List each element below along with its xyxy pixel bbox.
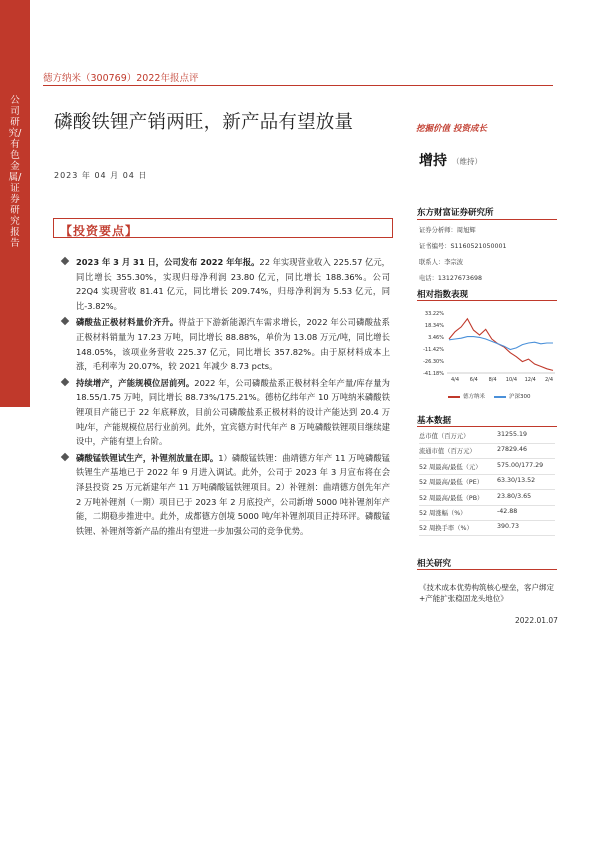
bullet-item <box>62 376 390 449</box>
diamond-bullet-icon <box>61 317 69 325</box>
legend-swatch <box>448 396 460 398</box>
row-value: 31255.19 <box>497 431 528 438</box>
y-tick-label: 18.34% <box>424 323 444 329</box>
table-row <box>419 493 555 508</box>
contact-label: 联系人： <box>419 259 445 266</box>
bullet-body: 22 年实现营业收入 225.57 亿元，同比增长 355.30%，实现归母净利润 23.80 亿元，同比增长 188.36%。公司 22Q4 实现营收 81.41 亿元，同比增长 209.74%，归母净利润为 5.53 亿元，同比-3.82%。 <box>76 257 390 311</box>
diamond-bullet-icon <box>61 257 69 265</box>
contact-line <box>419 257 463 266</box>
row-divider <box>419 505 555 506</box>
row-divider <box>419 520 555 521</box>
analyst-name: 周旭辉 <box>456 227 476 234</box>
row-divider <box>419 489 555 490</box>
row-label: 流通市值（百万元） <box>419 448 476 455</box>
related-report-link[interactable]: 《技术成本优势构筑核心壁垒，客户绑定+产能扩张稳固龙头地位》 <box>419 583 554 603</box>
basic-section-title: 基本数据 <box>417 416 452 426</box>
chart-svg <box>417 305 557 390</box>
header-rule <box>43 85 553 86</box>
y-tick-label: -41.18% <box>423 371 444 377</box>
basic-rule <box>417 426 557 427</box>
bullet-head: 持续增产，产能规模位居前列。 <box>76 377 195 388</box>
row-label: 52 周最高/最低（元） <box>419 464 482 471</box>
legend-label: 沪深300 <box>509 394 531 400</box>
rating-label: 增持 <box>419 153 447 169</box>
x-tick-label: 8/4 <box>488 377 497 383</box>
bullet-item <box>62 451 390 539</box>
legend-swatch <box>494 396 506 398</box>
x-tick-label: 6/4 <box>469 377 478 383</box>
legend-item <box>448 392 485 400</box>
brand-slogan: 挖掘价值 投资成长 <box>416 124 487 134</box>
related-section-title: 相关研究 <box>417 559 452 569</box>
rating-note: （维持） <box>452 157 482 166</box>
section-title: 【投资要点】 <box>60 224 139 238</box>
diamond-bullet-icon <box>61 378 69 386</box>
phone-line <box>419 273 482 282</box>
y-tick-label: 33.22% <box>424 311 444 317</box>
cert-line <box>419 241 507 250</box>
x-tick-label: 12/4 <box>524 377 536 383</box>
index-section-title: 相对指数表现 <box>417 290 469 300</box>
index-rule <box>417 300 557 301</box>
x-tick-label: 4/4 <box>450 377 460 383</box>
row-divider <box>419 458 555 459</box>
bullet-body: 1）磷酸锰铁锂：曲靖德方年产 11 万吨磷酸锰铁锂生产基地已于 2022 年 9 月进入调试。此外，公司于 2023 年 3 月宣布将在会泽县投资 25 万元新建年产 11 万吨磷酸锰铁锂项目。2）补锂剂：曲靖德方创先年产 2 万吨补锂剂（一期）项目已于 2023 年 2 月底投产，公司新增 5000 吨补锂剂年产能，二期稳步推进中。此外，成都德方创境 5000 吨/年补锂剂项目正持环评。磷酸锰铁锂、补锂剂等新产品的推出有望进一步加强公司的竞争优势。 <box>76 452 390 536</box>
row-label: 52 周最高/最低（PE） <box>419 479 483 486</box>
row-label: 总市值（百万元） <box>419 433 470 440</box>
phone-number: 13127673698 <box>437 275 482 282</box>
side-category-text: 公司研究/有色金属/证券研究报告 <box>8 95 22 249</box>
x-tick-label: 2/4 <box>544 377 554 383</box>
analyst-label: 证券分析师： <box>419 227 457 234</box>
y-tick-label: -11.42% <box>423 347 444 353</box>
page-title: 磷酸铁锂产销两旺，新产品有望放量 <box>54 112 354 133</box>
table-row <box>419 477 555 492</box>
row-label: 52 周涨幅（%） <box>419 510 467 517</box>
row-value: 390.73 <box>497 523 520 530</box>
contact-name: 李宗波 <box>444 259 464 266</box>
row-divider <box>419 474 555 475</box>
related-report-date: 2022.01.07 <box>515 616 558 625</box>
legend-item <box>494 392 531 400</box>
bullet-head: 磷酸锰铁锂试生产，补锂剂放量在即。 <box>76 452 219 463</box>
bullet-body: 得益于下游新能源汽车需求增长，2022 年公司磷酸盐系正极材料销量为 17.23 万吨，同比增长 88.88%，单价为 13.08 万元/吨，同比增长 148.05%，该项业务营收 225.37 亿元，同比增长 357.82%。由于原材料成本上涨，毛利率为 20.07%，较 2021 年减少 8.73 pcts。 <box>76 317 390 372</box>
table-row <box>419 462 555 477</box>
investment-points <box>62 255 390 538</box>
table-row <box>419 523 555 538</box>
y-tick-label: -26.30% <box>423 359 444 365</box>
bullet-item <box>62 315 390 373</box>
analyst-line <box>419 225 476 234</box>
bullet-head: 磷酸盐正极材料量价齐升。 <box>76 317 179 328</box>
diamond-bullet-icon <box>61 452 69 460</box>
row-value: -42.88 <box>497 508 518 515</box>
series-line <box>449 337 553 350</box>
row-value: 63.30/13.52 <box>497 477 536 484</box>
row-value: 27829.46 <box>497 446 528 453</box>
legend-label: 德方纳米 <box>463 394 486 400</box>
x-tick-label: 10/4 <box>505 377 518 383</box>
institute-rule <box>417 219 557 220</box>
cert-number: S1160521050001 <box>450 243 507 250</box>
row-divider <box>419 535 555 536</box>
phone-label: 电话： <box>419 275 438 282</box>
row-label: 52 周最高/最低（PB） <box>419 495 484 502</box>
row-divider <box>419 443 555 444</box>
row-value: 23.80/3.65 <box>497 493 532 500</box>
table-row <box>419 431 555 446</box>
table-row <box>419 508 555 523</box>
institute-name: 东方财富证券研究所 <box>417 208 494 218</box>
report-date: 2023 年 04 月 04 日 <box>54 171 148 180</box>
bullet-item <box>62 255 390 313</box>
row-label: 52 周换手率（%） <box>419 525 473 532</box>
related-rule <box>417 569 557 570</box>
bullet-body: 2022 年，公司磷酸盐系正极材料全年产量/库存量为 18.55/1.75 万吨，同比增长 88.73%/175.21%。德枋亿纬年产 10 万吨纳米磷酸铁锂项目产能已于 22 年底释放，目前公司磷酸盐系正极材料的设计产能达到 20.4 万吨/年，产能规模位居行业前列。此外，宜宾德方时代年产 8 万吨磷酸铁锂项目继续建设中，产能有望上台阶。 <box>76 377 390 447</box>
cert-label: 证书编号： <box>419 243 451 250</box>
report-type: 德方纳米（300769）2022年报点评 <box>43 73 199 84</box>
bullet-head: 2023 年 3 月 31 日，公司发布 2022 年年报。 <box>76 257 260 267</box>
table-row <box>419 446 555 461</box>
row-value: 575.00/177.29 <box>497 462 544 469</box>
y-tick-label: 3.46% <box>428 335 444 341</box>
relative-index-chart <box>417 305 557 383</box>
